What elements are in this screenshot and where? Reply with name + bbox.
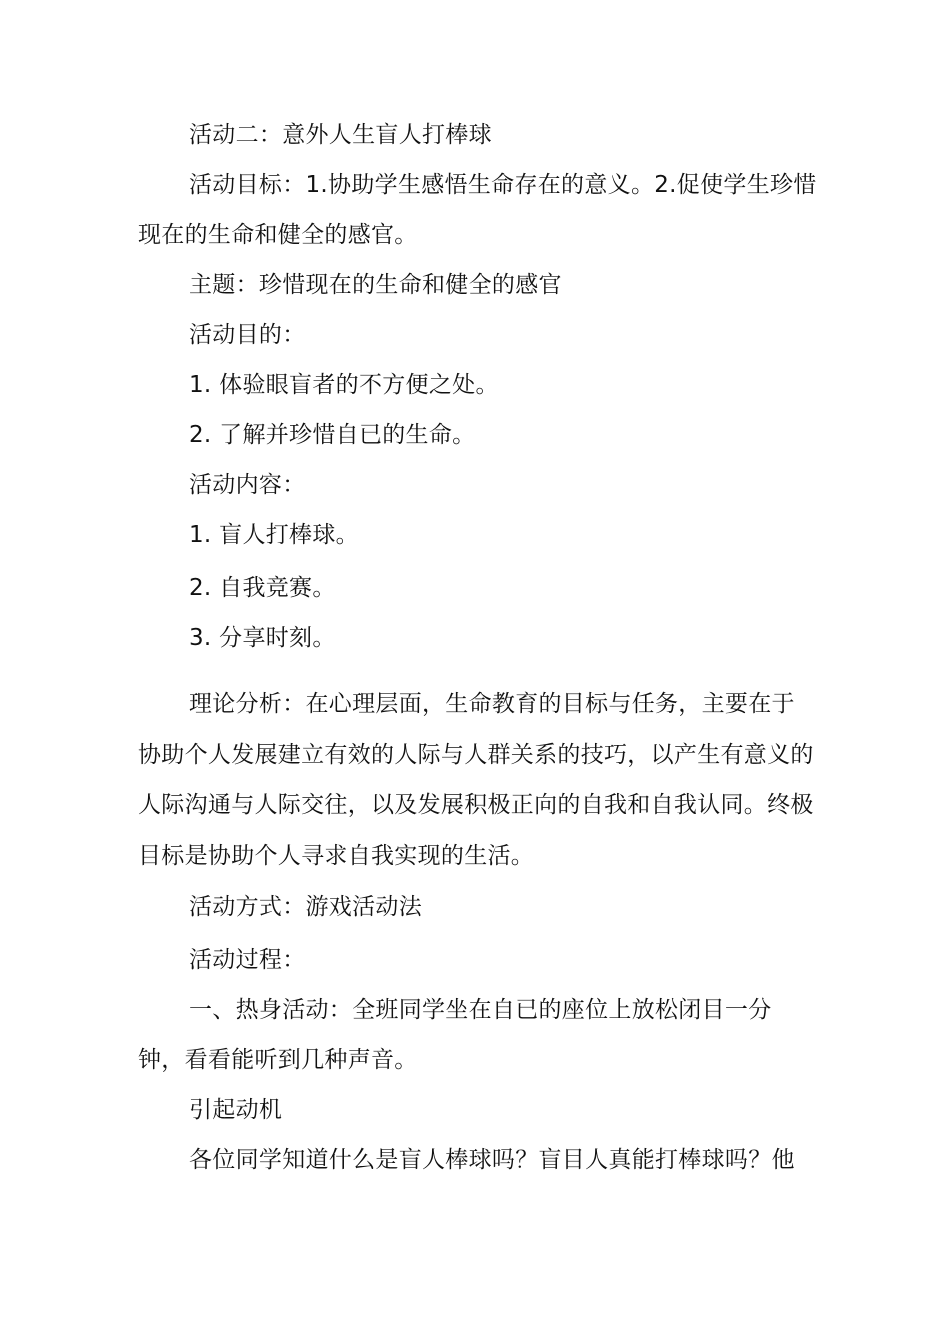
purpose-item-2: 2. 了解并珍惜自已的生命。	[189, 422, 476, 448]
purpose-item-1: 1. 体验眼盲者的不方便之处。	[189, 372, 499, 398]
content-item-3: 3. 分享时刻。	[189, 625, 336, 651]
warmup-activity: 一、热身活动：全班同学坐在自已的座位上放松闭目一分钟，看看能听到几种声音。	[138, 997, 772, 1073]
content-title: 活动内容：	[189, 472, 306, 498]
activity-theme: 主题：珍惜现在的生命和健全的感官	[189, 272, 562, 298]
motivation-text: 各位同学知道什么是盲人棒球吗？盲目人真能打棒球吗？他	[189, 1147, 795, 1173]
activity-goal: 活动目标：1.协助学生感悟生命存在的意义。2.促使学生珍惜现在的生命和健全的感官。	[138, 172, 817, 248]
activity-method: 活动方式：游戏活动法	[189, 894, 422, 920]
purpose-title: 活动目的：	[189, 322, 306, 348]
theory-analysis: 理论分析：在心理层面，生命教育的目标与任务，主要在于协助个人发展建立有效的人际与人群关系的技巧，以产生有意义的人际沟通与人际交往，以及发展积极正向的自我和自我认同。终极目标是协助个人寻求自我实现的生活。	[138, 691, 814, 869]
motivation-title: 引起动机	[189, 1097, 283, 1123]
content-item-2: 2. 自我竞赛。	[189, 575, 336, 601]
content-item-1: 1. 盲人打棒球。	[189, 522, 359, 548]
process-title: 活动过程：	[189, 947, 306, 973]
activity-heading: 活动二：意外人生盲人打棒球	[189, 122, 492, 148]
